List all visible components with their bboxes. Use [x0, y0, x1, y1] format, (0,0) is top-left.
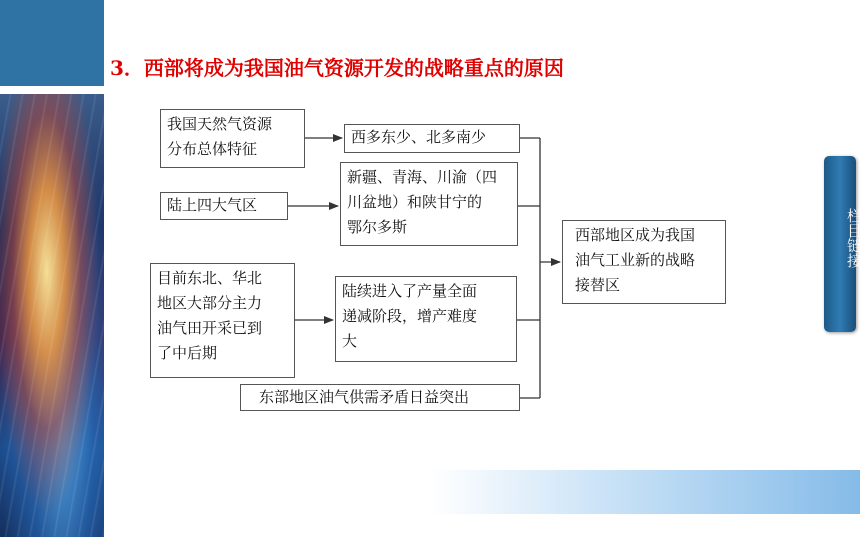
node-gas-distribution: [160, 109, 305, 168]
node-gas-regions-list: [340, 162, 518, 246]
node-four-gas-regions: [160, 192, 288, 220]
node-gas-distribution-text: 我国天然气资源 分布总体特征: [167, 115, 273, 158]
node-gas-regions-list-text: 新疆、青海、川渝（四 川盆地）和陕甘宁的 鄂尔多斯: [347, 168, 498, 236]
page-title: 3．西部将成为我国油气资源开发的战略重点的原因: [110, 56, 564, 80]
node-conclusion: [562, 220, 726, 304]
node-production-decline-text: 陆续进入了产量全面 递减阶段，增产难度 大: [342, 282, 478, 350]
node-east-supply-demand-text: 东部地区油气供需矛盾日益突出: [259, 388, 470, 406]
node-east-supply-demand: [240, 384, 520, 411]
node-oilfields-mature: [150, 263, 295, 378]
node-west-east-text: 西多东少、北多南少: [351, 128, 487, 146]
column-link-label-wrap: [831, 208, 863, 272]
column-link-label: 栏目链接: [845, 208, 863, 268]
node-four-gas-regions-text: 陆上四大气区: [167, 196, 258, 214]
node-conclusion-text: 西部地区成为我国 油气工业新的战略 接替区: [575, 226, 696, 294]
node-oilfields-mature-text: 目前东北、华北 地区大部分主力 油气田开采已到 了中后期: [157, 269, 263, 362]
node-west-east: [344, 124, 520, 153]
node-production-decline: [335, 276, 517, 362]
column-link-button[interactable]: [824, 156, 863, 332]
